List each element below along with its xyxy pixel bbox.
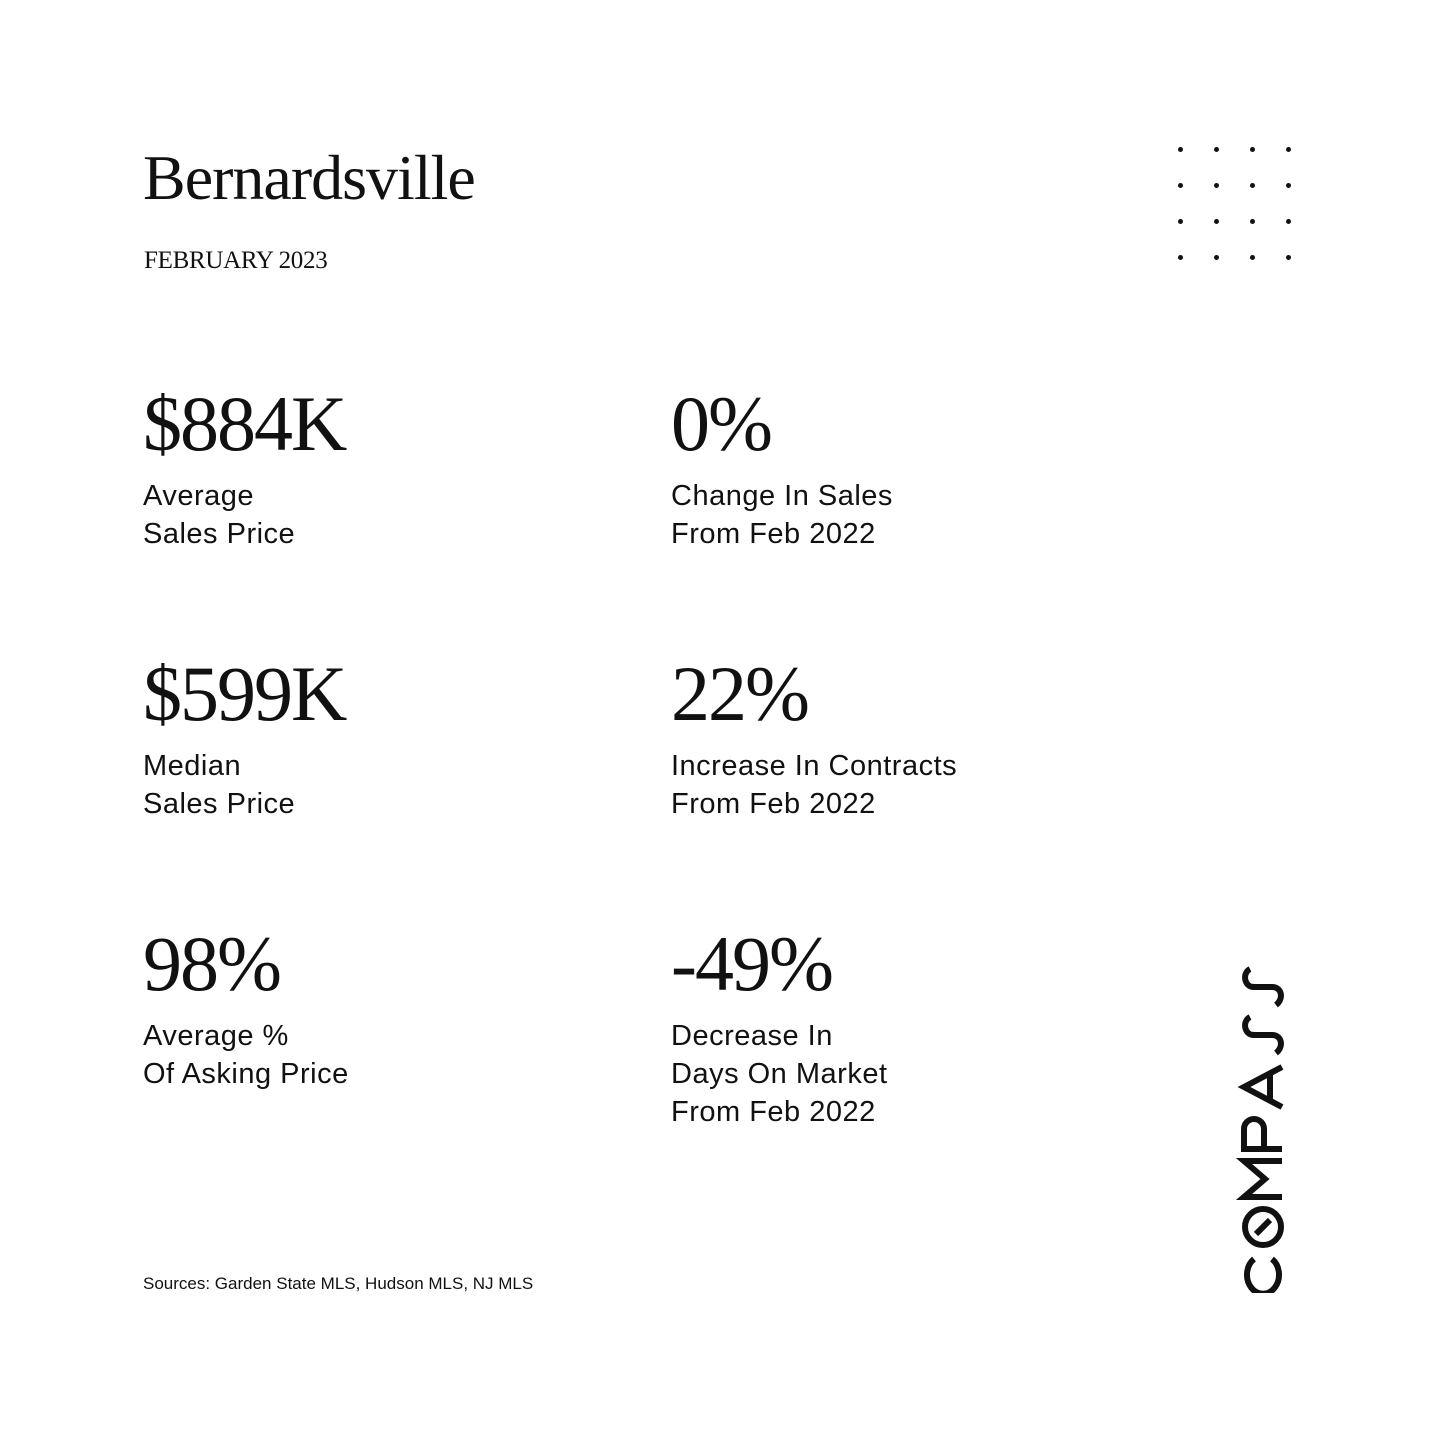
stat-average-sales-price <box>143 380 346 553</box>
stat-value: $599K <box>143 650 346 737</box>
stat-value: -49% <box>671 920 832 1007</box>
stat-label: Median Sales Price <box>143 750 296 820</box>
stat-median-sales-price <box>143 650 346 823</box>
page-title: Bernardsville <box>143 142 475 213</box>
stat-days-on-market <box>671 920 888 1131</box>
stat-value: 22% <box>671 650 808 737</box>
stat-value: $884K <box>143 380 346 467</box>
stat-change-in-sales <box>671 380 893 553</box>
stat-value: 0% <box>671 380 771 467</box>
stat-average-of-asking-price <box>143 920 349 1093</box>
compass-logo <box>1232 955 1294 1293</box>
dot-grid-icon <box>1176 145 1300 269</box>
stat-label: Change In Sales From Feb 2022 <box>671 480 893 550</box>
stat-label: Average % Of Asking Price <box>143 1020 349 1090</box>
sources-note: Sources: Garden State MLS, Hudson MLS, NJ MLS <box>143 1274 534 1293</box>
stat-label: Decrease In Days On Market From Feb 2022 <box>671 1020 888 1128</box>
stat-value: 98% <box>143 920 280 1007</box>
stat-increase-in-contracts <box>671 650 958 823</box>
report-date: FEBRUARY 2023 <box>144 247 328 274</box>
stat-label: Increase In Contracts From Feb 2022 <box>671 750 958 820</box>
stat-label: Average Sales Price <box>143 480 296 550</box>
